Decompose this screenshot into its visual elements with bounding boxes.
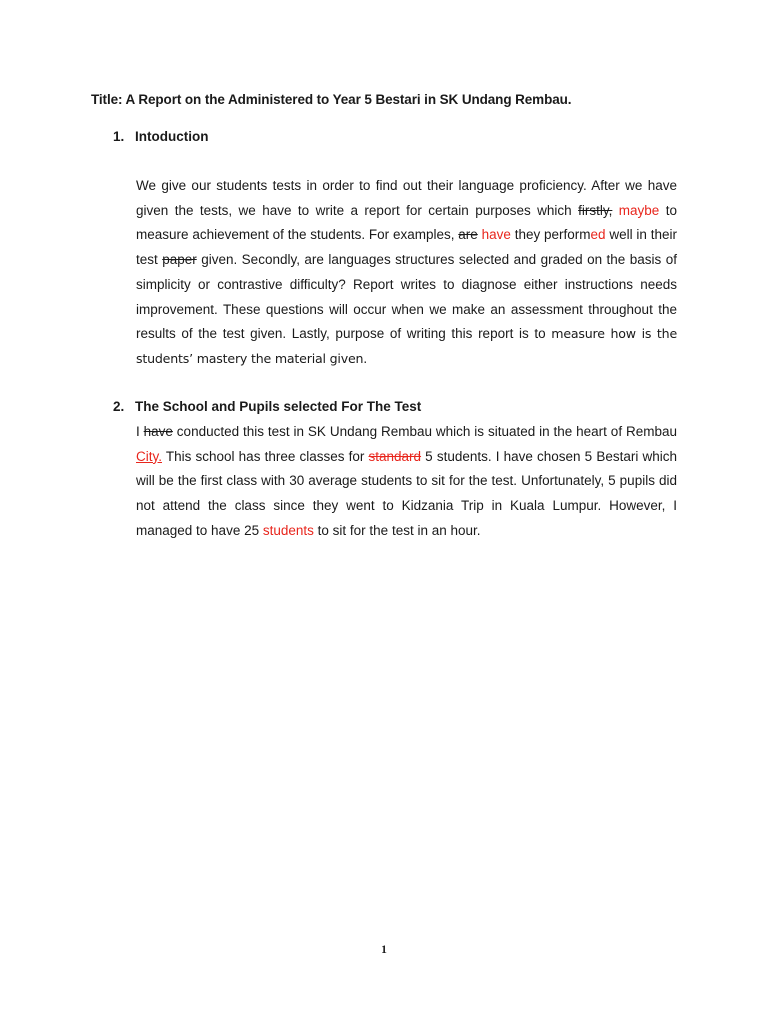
text-run-last-line: measure how is the students’ mastery the material given. (136, 326, 677, 366)
introduction-paragraph (136, 174, 677, 372)
correction-word: have (481, 227, 511, 243)
text-run: I (136, 424, 144, 439)
struck-word: firstly, (578, 202, 613, 218)
correction-suffix: ed (590, 227, 606, 243)
section-heading-school-pupils (113, 399, 421, 414)
text-run: We give our students tests in order to find out their language proficiency. After we have given the tests, we have to write a report for certain purposes which (136, 178, 677, 218)
section-heading-introduction (113, 129, 208, 144)
text-run: This school has three classes for (162, 448, 369, 464)
section-number: 2. (113, 399, 125, 414)
text-run: well in their test (136, 227, 677, 268)
section-heading-text: The School and Pupils selected For The Test (135, 399, 422, 414)
document-title: Title: A Report on the Administered to Year 5 Bestari in SK Undang Rembau. (91, 92, 572, 107)
section-heading-text: Intoduction (135, 129, 209, 144)
text-run: to measure achievement of the students. For examples, (136, 202, 677, 243)
section-number: 1. (113, 129, 125, 144)
text-run: conducted this test in SK Undang Rembau which is situated in the heart of Rembau (172, 424, 677, 439)
text-run: they perform (510, 227, 591, 243)
school-pupils-paragraph (136, 420, 677, 544)
page-number: 1 (381, 944, 387, 956)
struck-correction-word: standard (368, 448, 422, 464)
struck-word: are (458, 227, 478, 243)
text-run: 5 students. I have chosen 5 Bestari which will be the first class with 30 average students to sit for the test. Unfortunately, 5 pupils did not attend the class since they went to Kidzania Trip in Kuala Lumpur. However, I managed to have 25 (136, 448, 677, 538)
struck-word: paper (162, 252, 197, 268)
text-run: given. Secondly, are languages structures selected and graded on the basis of simplicity or contrastive difficulty? Report writes to diagnose either instructions needs improvement. These questions will occur when we make an assessment throughout the results of the test given. Lastly, purpose of writing this report is to (136, 252, 677, 342)
text-run: to sit for the test in an hour. (313, 522, 481, 538)
struck-word: have (143, 424, 173, 439)
correction-word: students (262, 522, 314, 538)
correction-word-underlined: City. (136, 448, 162, 464)
correction-word: maybe (618, 202, 660, 218)
